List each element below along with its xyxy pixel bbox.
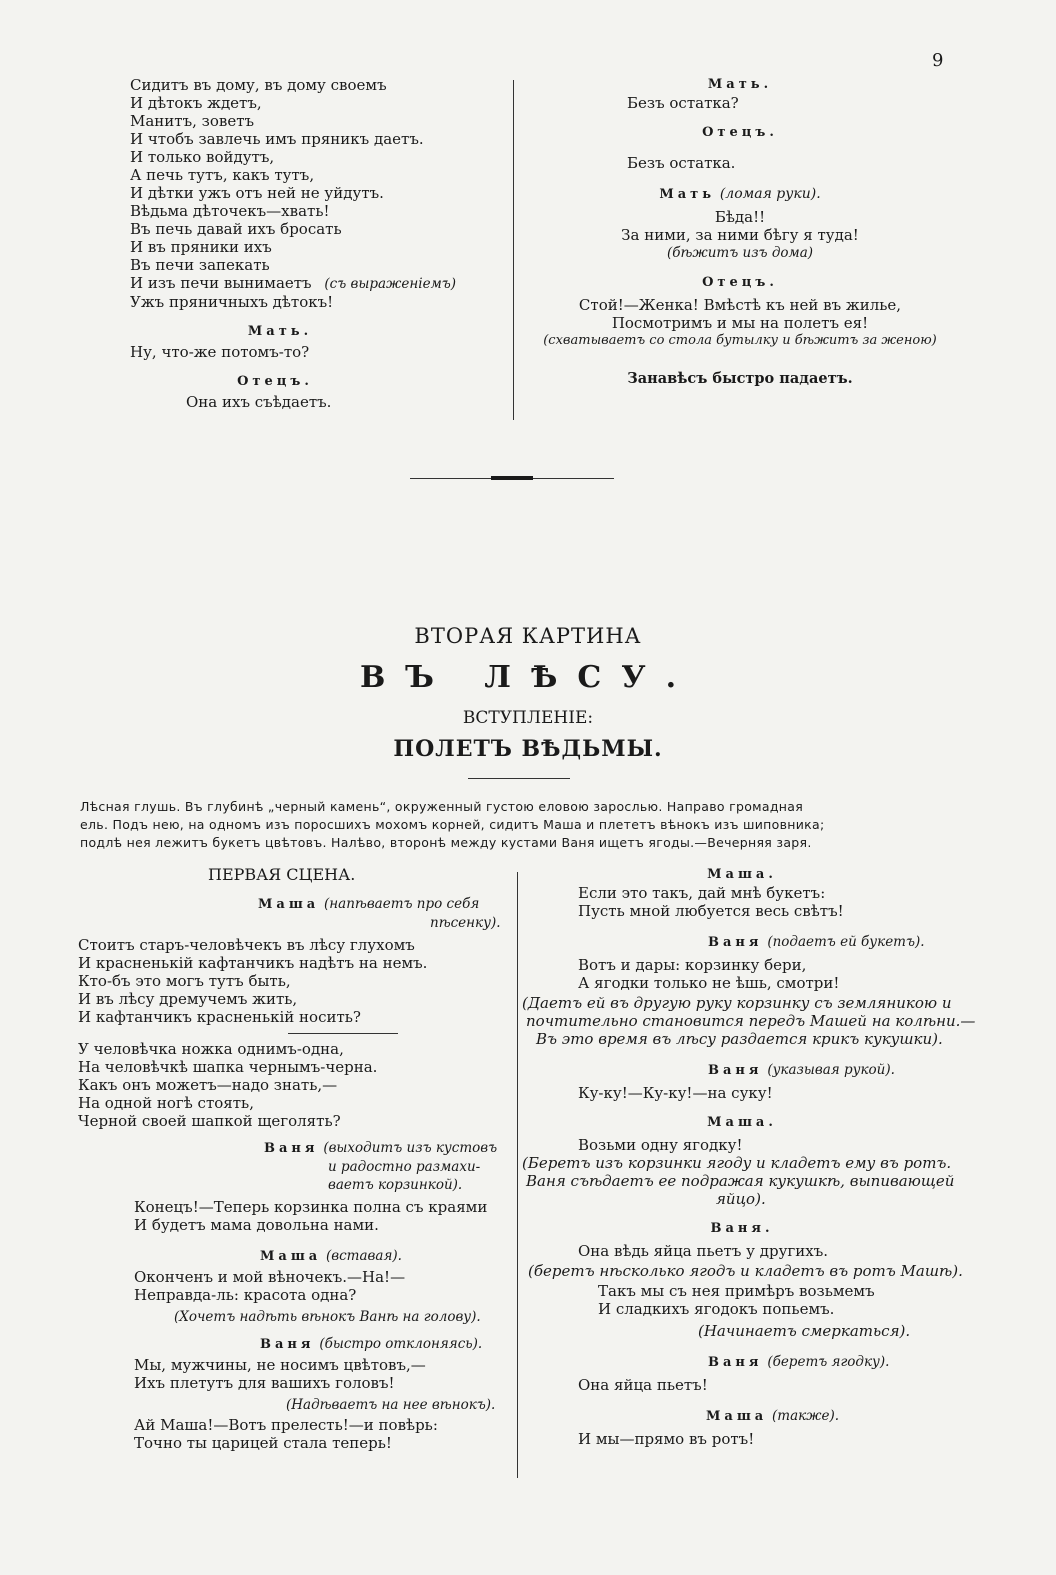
dialogue-line: Ку-ку!—Ку-ку!—на суку! bbox=[578, 1084, 773, 1102]
dialogue-line: Оконченъ и мой вѣночекъ.—На!— bbox=[134, 1268, 406, 1286]
speaker-vanya: Ваня. bbox=[710, 1221, 774, 1236]
speaker-masha: Маша. bbox=[707, 867, 777, 882]
speaker-vanya: Ваня bbox=[708, 1355, 763, 1370]
speaker-father: Отецъ. bbox=[702, 125, 778, 140]
dialogue-line: И мы—прямо въ ротъ! bbox=[578, 1430, 755, 1448]
verse-line: И въ лѣсу дремучемъ жить, bbox=[78, 990, 298, 1008]
speaker-mother: Мать bbox=[659, 187, 716, 202]
speaker-masha: Маша bbox=[258, 897, 320, 912]
speaker-vanya: Ваня bbox=[708, 935, 763, 950]
stage-direction bbox=[80, 798, 960, 852]
dialogue-line: Пусть мной любуется весь свѣтъ! bbox=[578, 902, 844, 920]
speaker-note: (подаетъ ей букетъ). bbox=[767, 934, 925, 950]
dialogue-line: Ихъ плетутъ для вашихъ головъ! bbox=[134, 1374, 395, 1392]
top-left-column bbox=[130, 76, 510, 411]
dialogue-line: Посмотримъ и мы на полетъ ея! bbox=[611, 314, 869, 332]
stage-direction-line: Лѣсная глушь. Въ глубинѣ „черный камень“, окруженный густою еловою зарослью. Направо громадная bbox=[80, 799, 804, 814]
dialogue-line: Она вѣдь яйца пьетъ у другихъ. bbox=[578, 1242, 829, 1260]
picture-heading: ВТОРАЯ КАРТИНА bbox=[414, 624, 642, 648]
dialogue-line: Безъ остатка? bbox=[627, 94, 739, 112]
speaker-masha: Маша. bbox=[707, 1115, 777, 1130]
speaker-line bbox=[78, 1334, 514, 1354]
stage-note: (Начинаетъ смеркаться). bbox=[698, 1322, 911, 1340]
dialogue-line: И будетъ мама довольна нами. bbox=[134, 1216, 379, 1234]
speaker-note: (указывая рукой). bbox=[767, 1062, 895, 1078]
verse-line: Ужъ пряничныхъ дѣтокъ! bbox=[130, 293, 334, 311]
subtitle-heading: ПОЛЕТЪ ВѢДЬМЫ. bbox=[393, 736, 663, 762]
stage-note: почтительно становится передъ Машей на колѣни.— bbox=[526, 1012, 976, 1030]
verse-line: Манитъ, зоветъ bbox=[130, 112, 255, 130]
speaker-note: (также). bbox=[772, 1408, 840, 1424]
verse-line: И въ пряники ихъ bbox=[130, 238, 272, 256]
stanza-rule bbox=[288, 1033, 398, 1034]
verse-line: На человѣчкѣ шапка чернымъ-черна. bbox=[78, 1058, 378, 1076]
dialogue-line: Ай Маша!—Вотъ прелесть!—и повѣрь: bbox=[134, 1416, 438, 1434]
speaker-note: пѣсенку). bbox=[430, 915, 501, 931]
short-rule bbox=[468, 778, 570, 779]
speaker-line bbox=[522, 932, 962, 952]
stage-direction-line: подлѣ нея лежитъ букетъ цвѣтовъ. Налѣво, второнѣ между кустами Ваня ищетъ ягоды.—Вечерняя заря. bbox=[80, 835, 812, 850]
dialogue-line: Конецъ!—Теперь корзинка полна съ краями bbox=[134, 1198, 488, 1216]
scene-left-column bbox=[78, 866, 514, 1452]
dialogue-line: Возьми одну ягодку! bbox=[578, 1136, 743, 1154]
speaker-note: (выходитъ изъ кустовъ bbox=[323, 1140, 498, 1156]
speaker-father: Отецъ. bbox=[702, 275, 778, 290]
stage-note: (беретъ нѣсколько ягодъ и кладетъ въ ротъ Машѣ). bbox=[528, 1262, 963, 1280]
verse-text: И изъ печи вынимаетъ bbox=[130, 274, 312, 292]
speaker-line bbox=[520, 184, 960, 204]
speaker-note: (напѣваетъ про себя bbox=[324, 896, 480, 912]
stage-direction-line: ель. Подъ нею, на одномъ изъ поросшихъ мохомъ корней, сидитъ Маша и плететъ вѣнокъ изъ шиповника; bbox=[80, 817, 825, 832]
dialogue-line: Мы, мужчины, не носимъ цвѣтовъ,— bbox=[134, 1356, 426, 1374]
speaker-note: и радостно размахи- bbox=[328, 1159, 481, 1175]
column-divider bbox=[517, 872, 518, 1478]
verse-line: Кто-бъ это могъ тутъ быть, bbox=[78, 972, 291, 990]
dialogue-line: Стой!—Женка! Вмѣстѣ къ ней въ жилье, bbox=[578, 296, 902, 314]
speaker-note: (вставая). bbox=[326, 1248, 402, 1264]
speaker-line bbox=[522, 1406, 962, 1426]
verse-line: А печь тутъ, какъ тутъ, bbox=[130, 166, 315, 184]
scene-right-column bbox=[522, 866, 976, 1448]
speaker-mother: Мать. bbox=[247, 324, 313, 339]
stage-note: (схватываетъ со стола бутылку и бѣжитъ за женою) bbox=[543, 333, 937, 348]
separator-ornament bbox=[491, 476, 533, 480]
speaker-vanya: Ваня bbox=[708, 1063, 763, 1078]
curtain-line: Занавѣсъ быстро падаетъ. bbox=[627, 370, 853, 387]
dialogue-line: За ними, за ними бѣгу я туда! bbox=[621, 226, 859, 244]
verse-line bbox=[130, 274, 510, 293]
dialogue-line: Неправда-ль: красота одна? bbox=[134, 1286, 357, 1304]
speaker-note: (быстро отклоняясь). bbox=[319, 1336, 483, 1352]
stage-note: (Хочетъ надѣть вѣнокъ Ванѣ на голову). bbox=[174, 1309, 481, 1325]
verse-line: Въ печь давай ихъ бросать bbox=[130, 220, 342, 238]
stage-note: Въ это время въ лѣсу раздается крикъ кукушки). bbox=[536, 1030, 943, 1048]
stage-note: (Даетъ ей въ другую руку корзинку съ земляникою и bbox=[522, 994, 952, 1012]
intro-heading: ВСТУПЛЕНІЕ: bbox=[462, 708, 594, 728]
section-title: ВЪ ЛѢСУ. bbox=[359, 660, 697, 695]
speaker-vanya: Ваня bbox=[260, 1337, 315, 1352]
verse-line: На одной ногѣ стоять, bbox=[78, 1094, 254, 1112]
verse-line: Стоитъ старъ-человѣчекъ въ лѣсу глухомъ bbox=[78, 936, 415, 954]
verse-line: И дѣтокъ ждетъ, bbox=[130, 94, 262, 112]
speaker-line bbox=[78, 894, 514, 914]
dialogue-line: Она ихъ съѣдаетъ. bbox=[186, 393, 332, 411]
verse-line: У человѣчка ножка однимъ-одна, bbox=[78, 1040, 344, 1058]
verse-line: И чтобъ завлечь имъ пряникъ даетъ. bbox=[130, 130, 424, 148]
dialogue-line: Если это такъ, дай мнѣ букетъ: bbox=[578, 884, 826, 902]
stage-note: яйцо). bbox=[716, 1190, 766, 1208]
verse-line: И только войдутъ, bbox=[130, 148, 275, 166]
verse-line: Черной своей шапкой щеголять? bbox=[78, 1112, 341, 1130]
verse-line: Вѣдьма дѣточекъ—хвать! bbox=[130, 202, 330, 220]
speaker-line bbox=[78, 1138, 514, 1158]
dialogue-line: Ну, что-же потомъ-то? bbox=[130, 343, 310, 361]
page-number: 9 bbox=[932, 50, 944, 71]
stage-note: Ваня съѣдаетъ ее подражая кукушкѣ, выпивающей bbox=[526, 1172, 955, 1190]
verse-line: Въ печи запекать bbox=[130, 256, 270, 274]
scene-heading: ПЕРВАЯ СЦЕНА. bbox=[208, 865, 356, 884]
speaker-line bbox=[522, 1352, 962, 1372]
dialogue-line: Вотъ и дары: корзинку бери, bbox=[578, 956, 807, 974]
dialogue-line: Такъ мы съ нея примѣръ возьмемъ bbox=[598, 1282, 875, 1300]
top-right-column bbox=[520, 76, 960, 388]
verse-line: И красненькій кафтанчикъ надѣтъ на немъ. bbox=[78, 954, 428, 972]
verse-line: Сидитъ въ дому, въ дому своемъ bbox=[130, 76, 387, 94]
speaker-father: Отецъ. bbox=[237, 374, 313, 389]
speaker-note: (ломая руки). bbox=[719, 186, 821, 202]
verse-line: Какъ онъ можетъ—надо знать,— bbox=[78, 1076, 338, 1094]
speaker-vanya: Ваня bbox=[264, 1141, 319, 1156]
speaker-note: ваетъ корзинкой). bbox=[328, 1177, 463, 1193]
dialogue-line: Безъ остатка. bbox=[627, 154, 736, 172]
dialogue-line: Точно ты царицей стала теперь! bbox=[134, 1434, 392, 1452]
column-divider bbox=[513, 80, 514, 420]
dialogue-line: Бѣда!! bbox=[714, 208, 766, 226]
speaker-mother: Мать. bbox=[707, 77, 773, 92]
stage-note: (Беретъ изъ корзинки ягоду и кладетъ ему въ ротъ. bbox=[522, 1154, 952, 1172]
verse-line: И кафтанчикъ красненькій носить? bbox=[78, 1008, 361, 1026]
stage-note: (Надѣваетъ на нее вѣнокъ). bbox=[286, 1397, 496, 1413]
speaker-masha: Маша bbox=[706, 1409, 768, 1424]
speaker-masha: Маша bbox=[260, 1249, 322, 1264]
verse-note: (съ выраженіемъ) bbox=[324, 276, 457, 292]
verse-line: И дѣтки ужъ отъ ней не уйдутъ. bbox=[130, 184, 384, 202]
speaker-note: (беретъ ягодку). bbox=[767, 1354, 890, 1370]
stage-note: (бѣжитъ изъ дома) bbox=[666, 245, 814, 261]
dialogue-line: А ягодки только не ѣшь, смотри! bbox=[578, 974, 840, 992]
dialogue-line: И сладкихъ ягодокъ попьемъ. bbox=[598, 1300, 835, 1318]
speaker-line bbox=[522, 1060, 962, 1080]
dialogue-line: Она яйца пьетъ! bbox=[578, 1376, 708, 1394]
speaker-line bbox=[78, 1246, 514, 1266]
